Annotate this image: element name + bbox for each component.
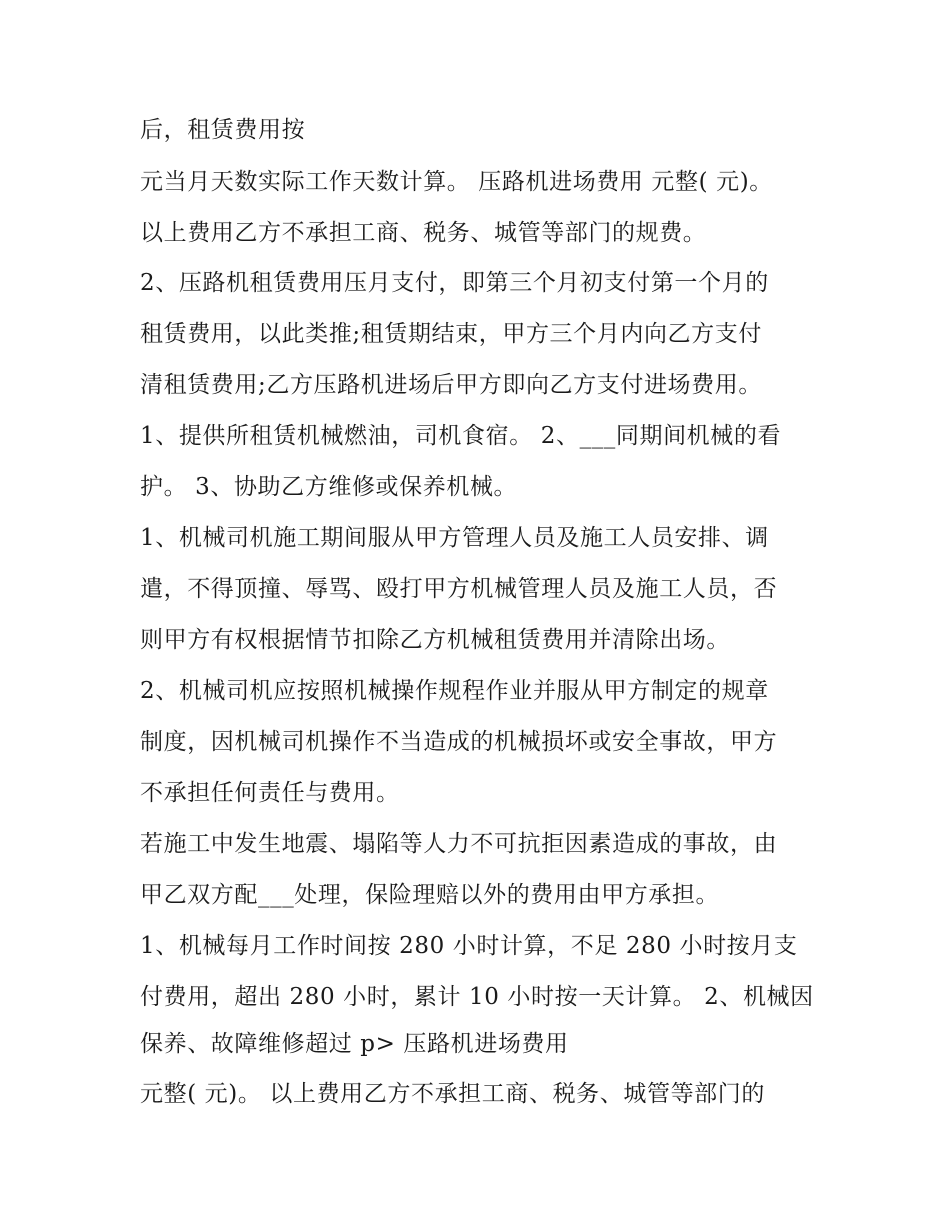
text-line: 后，租赁费用按 [140, 117, 306, 143]
text-line: 付费用，超出 280 小时，累计 10 小时按一天计算。 2、机械因 [140, 984, 814, 1010]
text-line: 不承担任何责任与费用。 [140, 780, 400, 806]
text-line: 若施工中发生地震、塌陷等人力不可抗拒因素造成的事故，由 [140, 831, 778, 857]
text-line: 租赁费用，以此类推;租赁期结束，甲方三个月内向乙方支付 [140, 321, 762, 347]
text-line: 2、机械司机应按照机械操作规程作业并服从甲方制定的规章 [140, 678, 769, 704]
text-line: 护。 3、协助乙方维修或保养机械。 [140, 474, 518, 500]
text-line: 元当月天数实际工作天数计算。 压路机进场费用 元整( 元)。 [140, 169, 773, 195]
text-line: 1、机械司机施工期间服从甲方管理人员及施工人员安排、调 [140, 525, 769, 551]
text-line: 2、压路机租赁费用压月支付，即第三个月初支付第一个月的 [140, 270, 769, 296]
text-line: 制度，因机械司机操作不当造成的机械损坏或安全事故，甲方 [140, 729, 778, 755]
text-line: 元整( 元)。 以上费用乙方不承担工商、税务、城管等部门的 [140, 1081, 765, 1107]
text-line: 则甲方有权根据情节扣除乙方机械租赁费用并清除出场。 [140, 627, 730, 653]
text-line: 清租赁费用;乙方压路机进场后甲方即向乙方支付进场费用。 [140, 372, 762, 398]
text-line: 保养、故障维修超过 p> 压路机进场费用 [140, 1031, 569, 1057]
text-line: 1、机械每月工作时间按 280 小时计算，不足 280 小时按月支 [140, 933, 798, 959]
text-line: 以上费用乙方不承担工商、税务、城管等部门的规费。 [140, 220, 707, 246]
text-line: 甲乙双方配___处理，保险理赔以外的费用由甲方承担。 [140, 882, 720, 908]
text-line: 1、提供所租赁机械燃油，司机食宿。 2、___同期间机械的看 [140, 423, 782, 449]
text-line: 遣，不得顶撞、辱骂、殴打甲方机械管理人员及施工人员，否 [140, 576, 778, 602]
